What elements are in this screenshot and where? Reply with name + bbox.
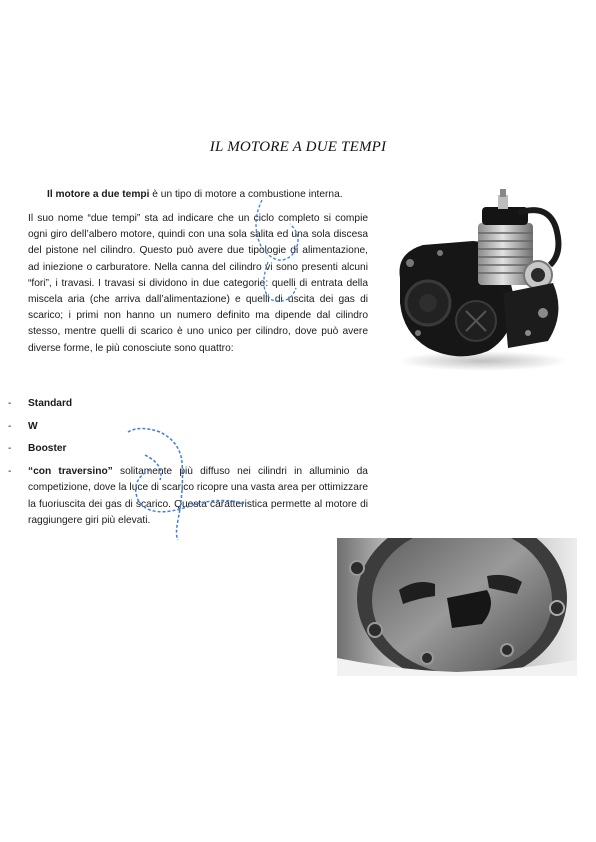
list-item	[8, 419, 368, 435]
two-stroke-engine-icon	[378, 183, 578, 378]
intro-bold-term: Il motore a due tempi	[47, 189, 150, 200]
list-item-description: solitamente più diffuso nei cilindri in alluminio da competizione, dove la luce di scarico ricopre una vasta area per ottimizzare la fuoriuscita dei gas di scarico. Questa caratteristica permette al motore di raggiungere giri più elevati.	[28, 466, 368, 526]
list-item-term: “con traversino”	[28, 466, 113, 478]
list-item-description-block	[28, 464, 368, 529]
engine-image	[378, 183, 578, 378]
list-item-term: W	[28, 420, 38, 432]
list-dash: -	[8, 443, 12, 455]
page-title: IL MOTORE A DUE TEMPI	[209, 139, 387, 155]
list-item	[8, 464, 368, 529]
list-item	[8, 396, 368, 412]
cylinder-image	[337, 538, 577, 676]
exhaust-port-list	[8, 396, 368, 535]
intro-rest: è un tipo di motore a combustione interna.	[149, 189, 343, 200]
list-dash: -	[8, 398, 12, 409]
list-dash: -	[8, 466, 12, 478]
list-dash: -	[8, 420, 12, 432]
cylinder-ports-icon	[337, 538, 577, 676]
list-item-term: Booster	[28, 443, 67, 455]
list-item	[8, 441, 368, 457]
intro-paragraph	[28, 187, 368, 203]
body-paragraph: Il suo nome “due tempi” sta ad indicare che un ciclo completo si compie ogni giro dell’albero motore, quindi con una sola salita ed una sola discesa del pistone nel cilindro. Questo può avere due tipologie di alimentazione, ad iniezione o carburatore. Nella canna del cilindro vi sono presenti alcuni “fori”, i travasi. I travasi si dividono in due categorie: quelli di entrata della miscela aria (che arriva dall’alimentazione) e quelli di uscita dei gas di scarico; i primi non hanno un numero definito ma dipende dal cilindro stesso, mentre quelli di scarico è uno unico per cilindro, dove può avere diverse forme, le più conosciute sono quattro:	[28, 213, 368, 354]
list-item-term: Standard	[28, 398, 73, 409]
